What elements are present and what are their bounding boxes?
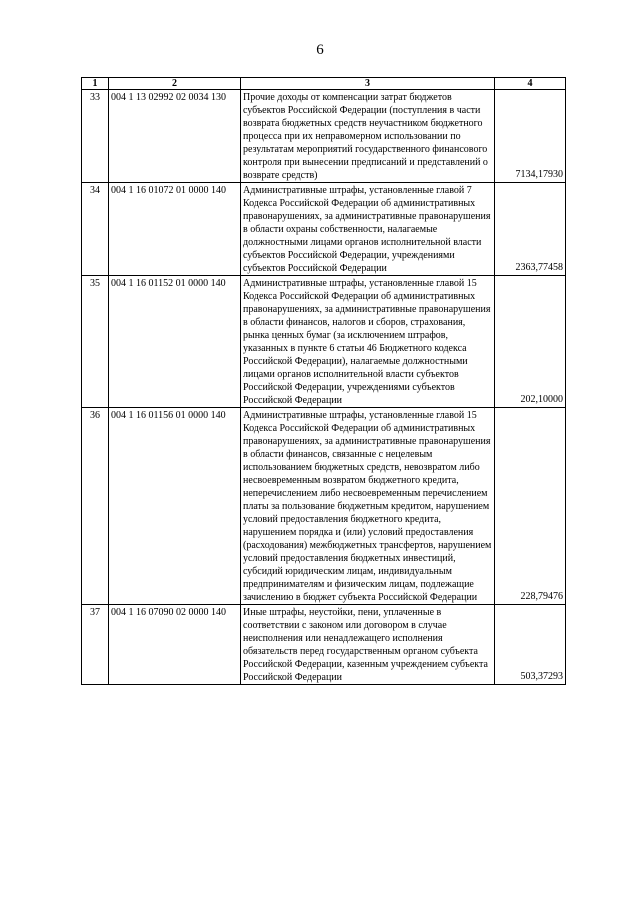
budget-classification-code: 004 1 16 07090 02 0000 140 [109, 605, 241, 685]
budget-classification-code: 004 1 13 02992 02 0034 130 [109, 90, 241, 183]
revenue-description: Иные штрафы, неустойки, пени, уплаченные в соответствии с законом или договором в случае неисполнения или ненадлежащего исполнения обязательств перед государственным органом субъекта Российской Федерации, казенным учреждением субъекта Российской Федерации [241, 605, 495, 685]
revenue-amount: 7134,17930 [495, 90, 566, 183]
revenue-amount: 2363,77458 [495, 183, 566, 276]
column-header-4: 4 [495, 78, 566, 90]
table-row [82, 408, 566, 605]
revenue-description: Административные штрафы, установленные главой 7 Кодекса Российской Федерации об административных правонарушениях, за административные правонарушения в области охраны собственности, налагаемые должностными лицами органов исполнительной власти субъектов Российской Федерации, учреждениями субъектов Российской Федерации [241, 183, 495, 276]
revenue-amount: 503,37293 [495, 605, 566, 685]
revenue-amount: 228,79476 [495, 408, 566, 605]
column-header-3: 3 [241, 78, 495, 90]
budget-classification-code: 004 1 16 01156 01 0000 140 [109, 408, 241, 605]
row-number: 35 [82, 276, 109, 408]
row-number: 37 [82, 605, 109, 685]
column-header-2: 2 [109, 78, 241, 90]
page-number: 6 [316, 42, 324, 58]
row-number: 34 [82, 183, 109, 276]
budget-classification-code: 004 1 16 01152 01 0000 140 [109, 276, 241, 408]
row-number: 33 [82, 90, 109, 183]
row-number: 36 [82, 408, 109, 605]
revenue-description: Административные штрафы, установленные главой 15 Кодекса Российской Федерации об административных правонарушениях, за административные правонарушения в области финансов, связанные с нецелевым использованием бюджетных средств, невозвратом либо несвоевременным возвратом бюджетного кредита, неперечислением либо несвоевременным перечислением платы за пользование бюджетным кредитом, нарушением условий предоставления бюджетного кредита, нарушением порядка и (или) условий предоставления (расходования) межбюджетных трансфертов, нарушением условий предоставления бюджетных инвестиций, субсидий юридическим лицам, индивидуальным предпринимателям и физическим лицам, подлежащие зачислению в бюджет субъекта Российской Федерации [241, 408, 495, 605]
column-header-1: 1 [82, 78, 109, 90]
table-row [82, 276, 566, 408]
revenue-description: Прочие доходы от компенсации затрат бюджетов субъектов Российской Федерации (поступления в части возврата бюджетных средств неучастником бюджетного процесса при их неправомерном использовании по результатам мероприятий государственного финансового контроля при вынесении предписаний и представлений о возврате средств) [241, 90, 495, 183]
revenue-amount: 202,10000 [495, 276, 566, 408]
revenue-description: Административные штрафы, установленные главой 15 Кодекса Российской Федерации об административных правонарушениях, за административные правонарушения в области финансов, налогов и сборов, страхования, рынка ценных бумаг (за исключением штрафов, указанных в пункте 6 статьи 46 Бюджетного кодекса Российской Федерации), налагаемые должностными лицами органов исполнительной власти субъектов Российской Федерации, учреждениями субъектов Российской Федерации [241, 276, 495, 408]
table-row [82, 183, 566, 276]
table-row [82, 605, 566, 685]
table-row [82, 90, 566, 183]
revenue-table [81, 77, 566, 685]
table-header-row [82, 78, 566, 90]
budget-classification-code: 004 1 16 01072 01 0000 140 [109, 183, 241, 276]
